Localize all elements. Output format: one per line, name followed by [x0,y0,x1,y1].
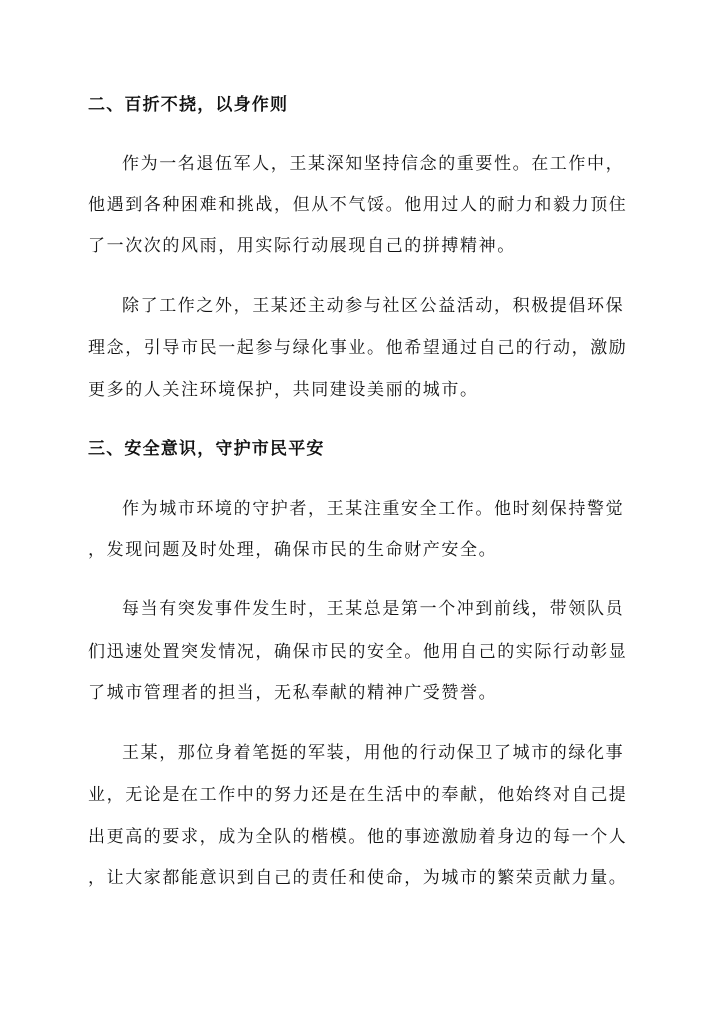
text-line: ，让大家都能意识到自己的责任和使命，为城市的繁荣贡献力量。 [88,868,628,888]
section-heading: 二、百折不挠，以身作则 [88,95,289,115]
text-line: 了城市管理者的担当，无私奉献的精神广受赞誉。 [88,683,498,703]
text-line: 更多的人关注环境保护，共同建设美丽的城市。 [88,380,479,400]
text-line: ，发现问题及时处理，确保市民的生命财产安全。 [88,540,498,560]
section-heading: 三、安全意识，守护市民平安 [88,439,325,459]
text-line: 作为城市环境的守护者，王某注重安全工作。他时刻保持警觉 [122,499,625,519]
text-line: 们迅速处置突发情况，确保市民的安全。他用自己的实际行动彰显 [88,642,628,662]
text-line: 除了工作之外，王某还主动参与社区公益活动，积极提倡环保 [122,296,625,316]
text-line: 理念，引导市民一起参与绿化事业。他希望通过自己的行动，激励 [88,338,628,358]
text-line: 出更高的要求，成为全队的楷模。他的事迹激励着身边的每一个人 [88,827,628,847]
text-line: 了一次次的风雨，用实际行动展现自己的拼搏精神。 [88,236,516,256]
text-line: 业，无论是在工作中的努力还是在生活中的奉献，他始终对自己提 [88,785,628,805]
text-line: 王某，那位身着笔挺的军装，用他的行动保卫了城市的绿化事 [122,743,625,763]
text-line: 作为一名退伍军人，王某深知坚持信念的重要性。在工作中， [122,154,625,174]
text-line: 每当有突发事件发生时，王某总是第一个冲到前线，带领队员 [122,599,625,619]
text-line: 他遇到各种困难和挑战，但从不气馁。他用过人的耐力和毅力顶住 [88,195,628,215]
